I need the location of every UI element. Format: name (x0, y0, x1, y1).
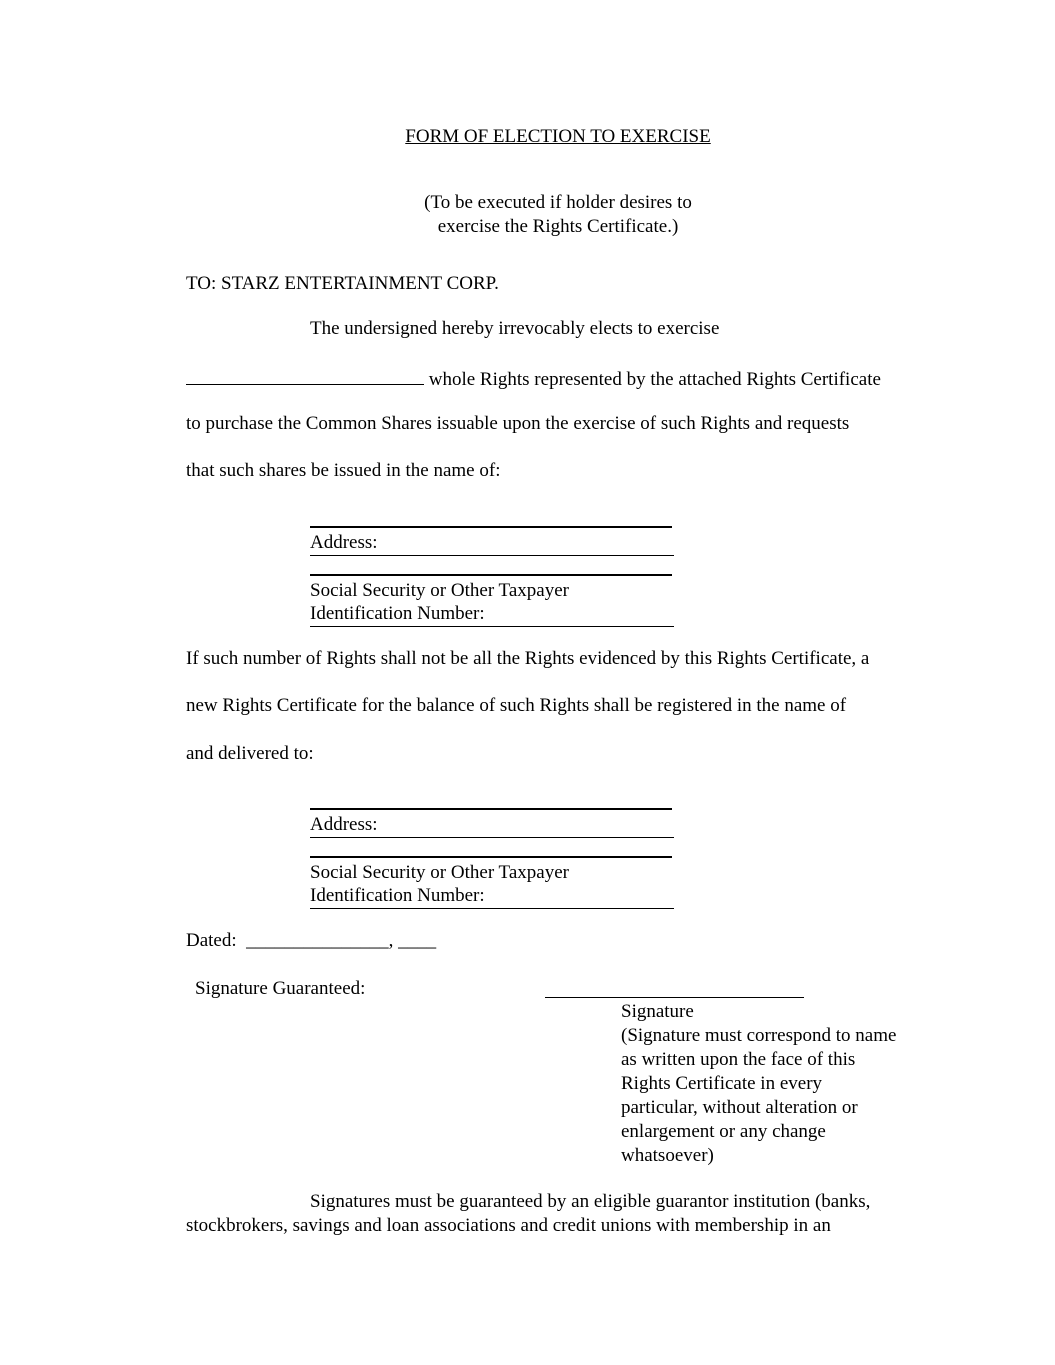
rights-count-blank[interactable] (186, 364, 424, 385)
guarantee-notice-line-2: stockbrokers, savings and loan associations and credit unions with membership in an (186, 1215, 831, 1236)
address-field-2[interactable] (310, 813, 674, 838)
subtitle-line-2: exercise the Rights Certificate.) (437, 216, 679, 237)
address-label-1: Address: (310, 532, 378, 553)
election-line-1: The undersigned hereby irrevocably elects to exercise (310, 318, 720, 339)
balance-line-2: new Rights Certificate for the balance of such Rights shall be registered in the name of (186, 695, 847, 716)
ssn-field-2[interactable] (310, 884, 674, 909)
election-line-2-text: whole Rights represented by the attached Rights Certificate (428, 369, 881, 390)
form-title: FORM OF ELECTION TO EXERCISE (405, 126, 711, 147)
signature-note-line: Rights Certificate in every (621, 1073, 823, 1094)
ssn-label-1a: Social Security or Other Taxpayer (310, 580, 569, 601)
address-line-2[interactable] (310, 574, 672, 576)
election-line-4: that such shares be issued in the name of: (186, 460, 501, 481)
balance-line-3: and delivered to: (186, 743, 314, 764)
election-line-3: to purchase the Common Shares issuable upon the exercise of such Rights and requests (186, 413, 850, 434)
name-line-2[interactable] (310, 808, 672, 810)
dated-blank[interactable]: _______________, ____ (246, 930, 437, 951)
dated-row (186, 929, 436, 953)
name-line-1[interactable] (310, 526, 672, 528)
signature-line[interactable] (545, 997, 804, 998)
ssn-label-2b: Identification Number: (310, 885, 485, 906)
subtitle-line-1: (To be executed if holder desires to (424, 192, 692, 213)
balance-line-1: If such number of Rights shall not be all the Rights evidenced by this Rights Certificate, a (186, 648, 870, 669)
address-field-1[interactable] (310, 531, 674, 556)
signature-note-line: enlargement or any change (621, 1121, 826, 1142)
ssn-field-1[interactable] (310, 602, 674, 627)
address-line-2b[interactable] (310, 856, 672, 858)
signature-note-line: whatsoever) (621, 1145, 714, 1166)
addressee: TO: STARZ ENTERTAINMENT CORP. (186, 273, 499, 294)
election-line-2 (186, 364, 881, 392)
dated-label: Dated: (186, 930, 237, 951)
form-subtitle (0, 191, 1055, 239)
ssn-label-1b: Identification Number: (310, 603, 485, 624)
signature-note-line: particular, without alteration or (621, 1097, 858, 1118)
guarantee-notice-line-1: Signatures must be guaranteed by an eligible guarantor institution (banks, (310, 1191, 871, 1212)
signature-note-line: (Signature must correspond to name (621, 1025, 897, 1046)
address-label-2: Address: (310, 814, 378, 835)
signature-label: Signature (621, 1001, 694, 1022)
signature-guaranteed-label: Signature Guaranteed: (195, 978, 366, 999)
ssn-label-2a: Social Security or Other Taxpayer (310, 862, 569, 883)
signature-note (621, 1024, 896, 1168)
signature-note-line: as written upon the face of this (621, 1049, 856, 1070)
